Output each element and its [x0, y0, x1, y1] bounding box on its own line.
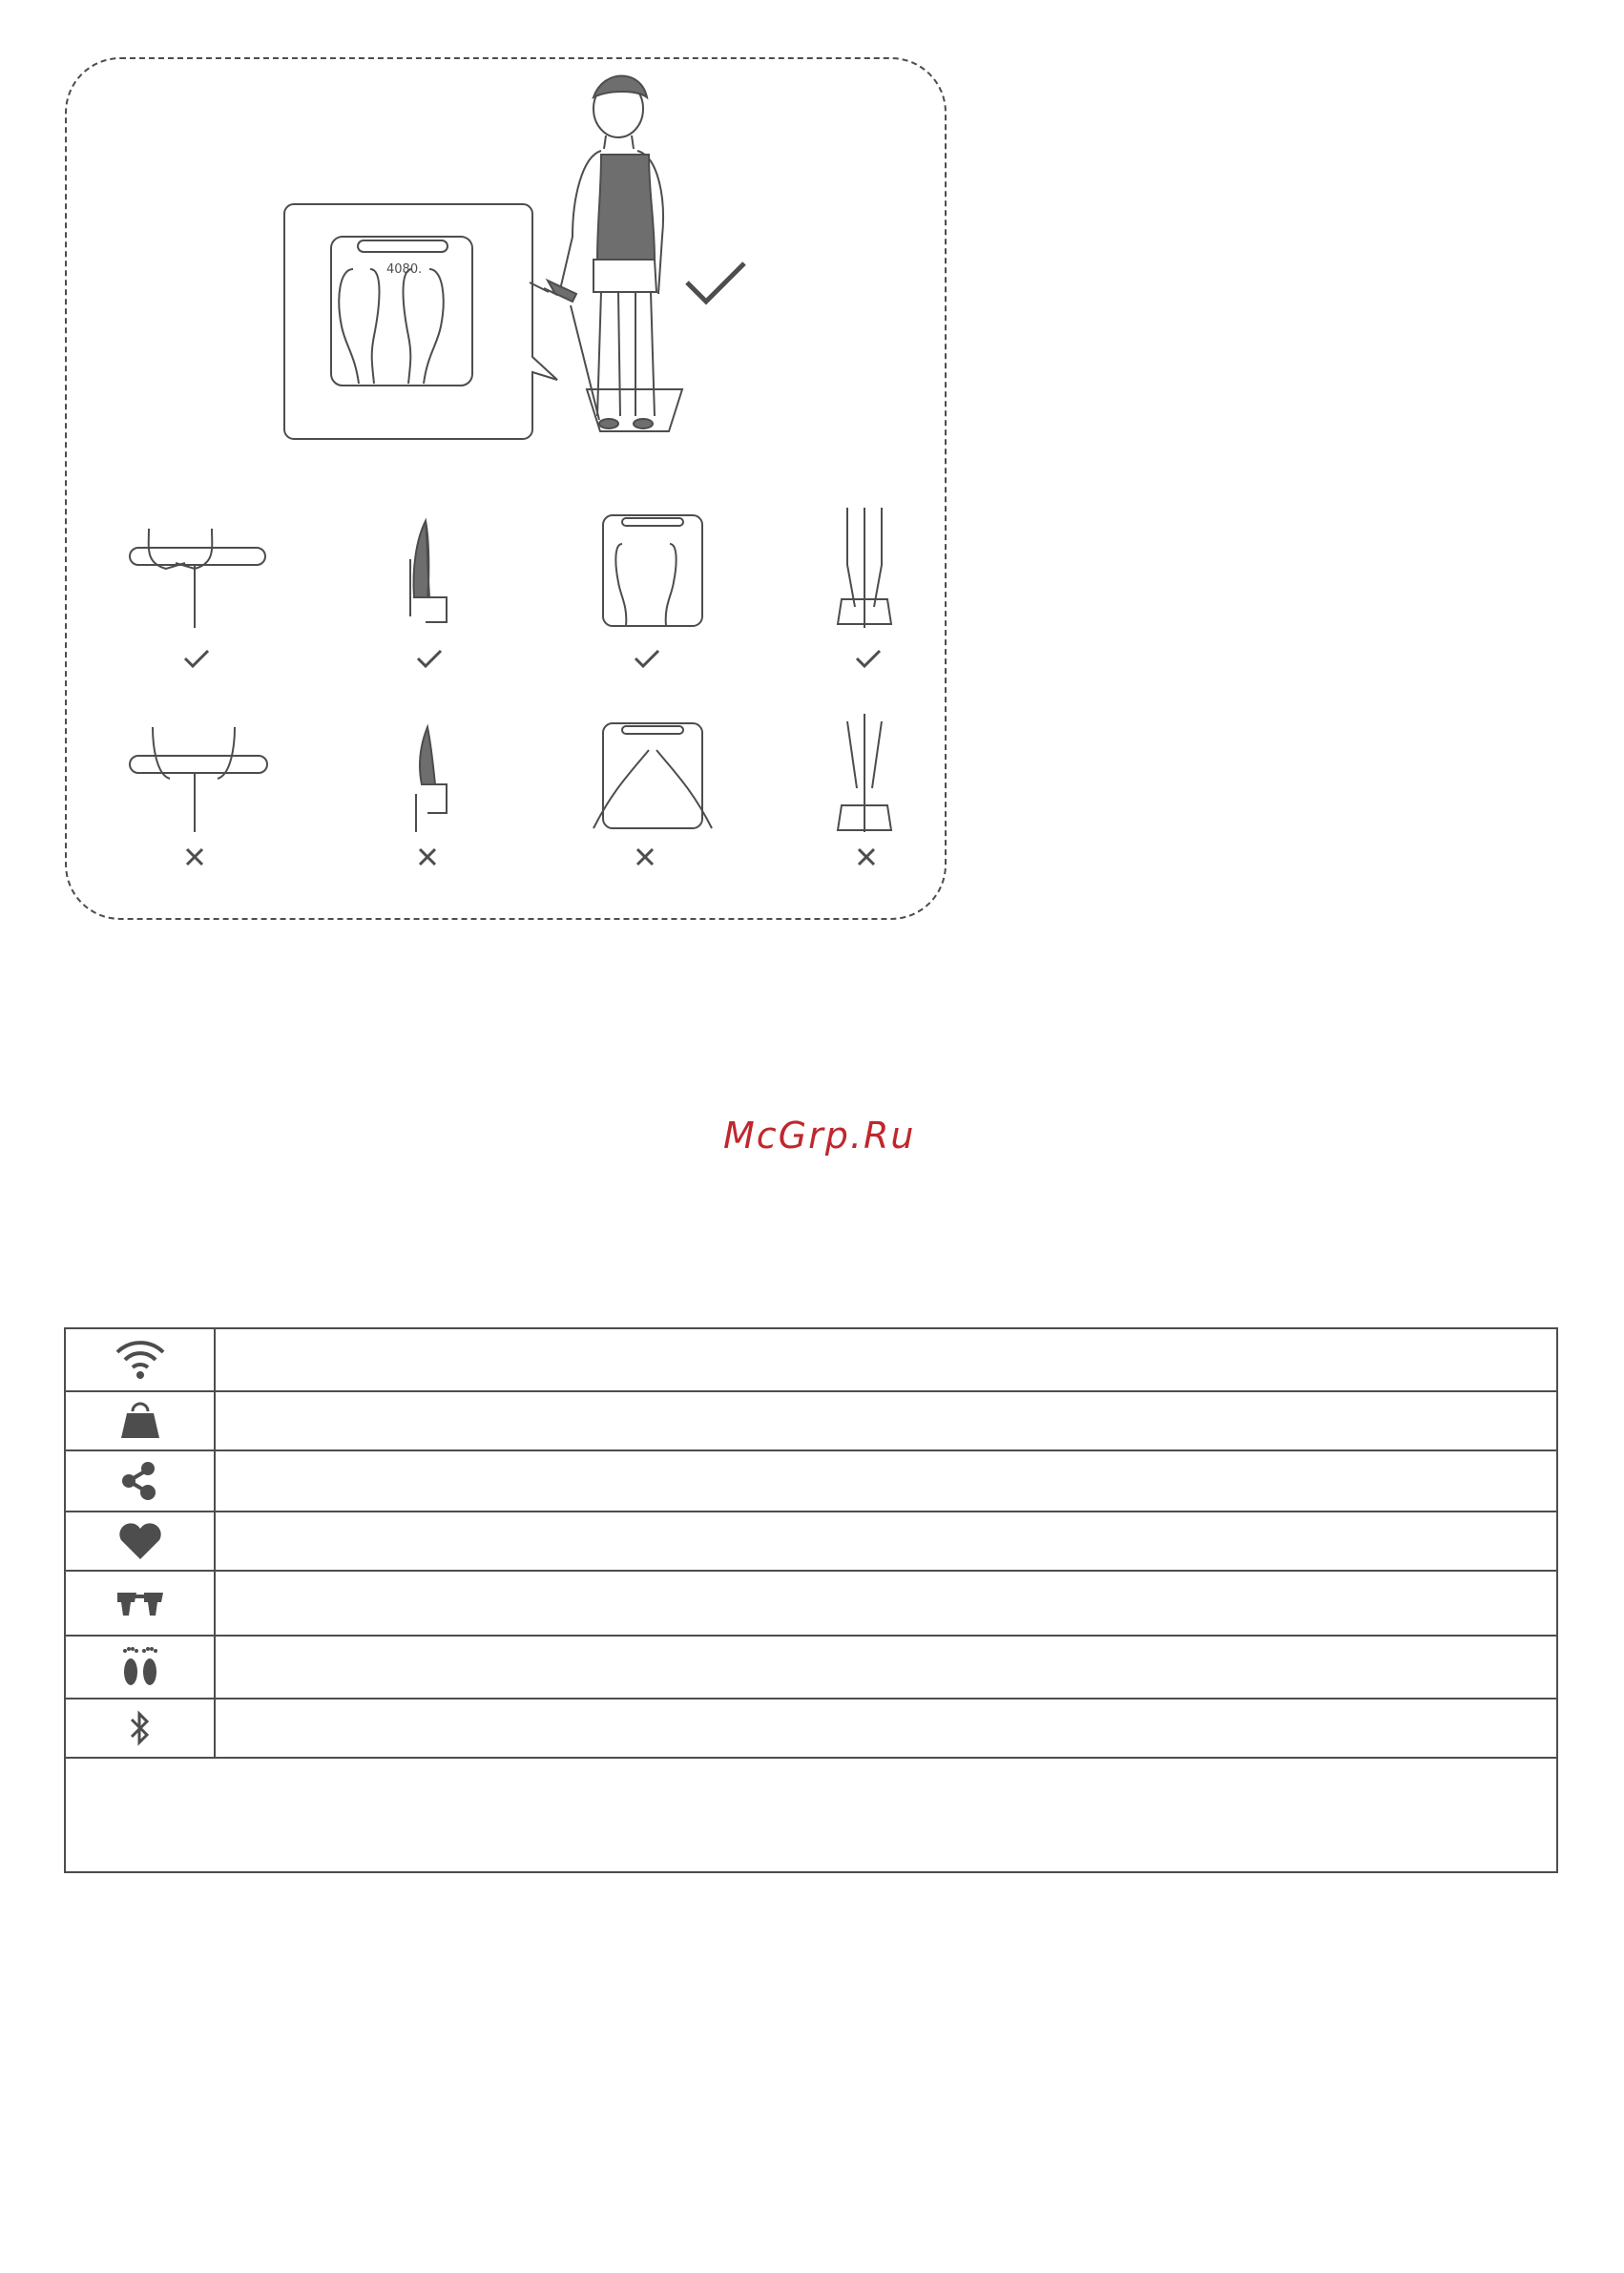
legend-row-body-composition [66, 1572, 1556, 1637]
icon-legend-table [64, 1327, 1558, 1873]
legend-text [216, 1512, 1556, 1570]
feet-on-scale-correct [603, 515, 702, 626]
handle-grip-wrong [130, 727, 267, 832]
body-composition-icon [66, 1572, 216, 1635]
instruction-illustration-panel [65, 57, 947, 920]
zoom-bubble-feet-on-scale [284, 204, 557, 439]
weight-icon [66, 1392, 216, 1449]
standing-posture-wrong [838, 714, 891, 832]
arm-position-correct [410, 521, 447, 622]
legend-text [216, 1329, 1556, 1390]
legend-row-heart [66, 1512, 1556, 1572]
legend-row-bluetooth [66, 1700, 1556, 1759]
legend-text [216, 1700, 1556, 1757]
heart-icon [66, 1512, 216, 1570]
check-icon [185, 651, 880, 666]
check-icon-large [687, 263, 744, 302]
legend-row-wifi [66, 1329, 1556, 1392]
legend-row-share [66, 1451, 1556, 1512]
handle-grip-correct [130, 529, 265, 628]
legend-text [216, 1392, 1556, 1449]
legend-row-footprints [66, 1637, 1556, 1700]
legend-text [216, 1637, 1556, 1698]
wifi-icon [66, 1329, 216, 1390]
share-icon [66, 1451, 216, 1511]
bluetooth-icon [66, 1700, 216, 1757]
legend-row-weight [66, 1392, 1556, 1451]
legend-text [216, 1572, 1556, 1635]
arm-position-wrong [416, 727, 447, 832]
cross-icon [187, 849, 874, 865]
watermark: McGrp.Ru [723, 1115, 916, 1157]
footprints-icon [66, 1637, 216, 1698]
standing-posture-correct [838, 508, 891, 628]
feet-on-scale-wrong [593, 723, 712, 828]
legend-note [66, 1759, 1556, 1871]
scale-readout: 4080. [386, 262, 423, 277]
legend-text [216, 1451, 1556, 1511]
